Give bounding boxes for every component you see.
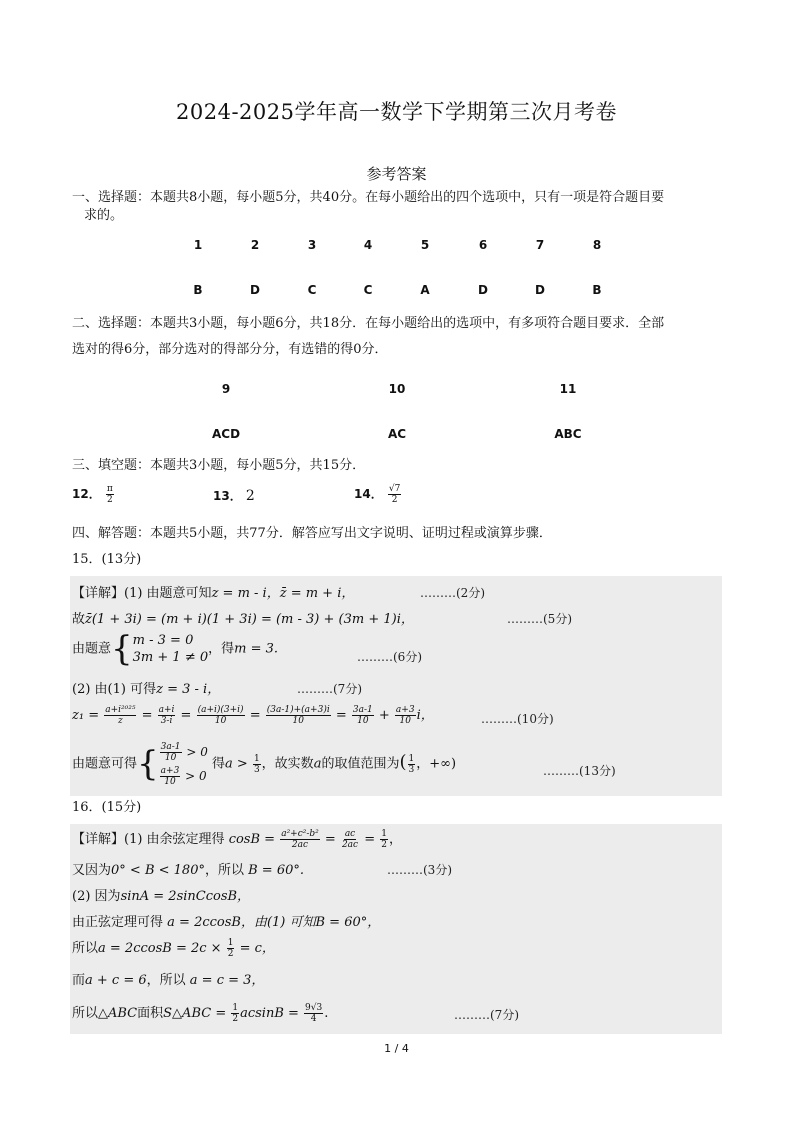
q15-l2-score: ………(5分) (507, 612, 572, 626)
answer-choice: B (592, 283, 602, 297)
answer-choice: C (363, 283, 373, 297)
section2-heading-line1: 二、选择题：本题共3小题，每小题6分，共18分．在每小题给出的选项中，有多项符合题目要求．全部 (72, 316, 665, 331)
frac-num: 1 (408, 753, 415, 764)
frac-den: 3 (253, 764, 260, 775)
answer-choice: ACD (211, 427, 241, 441)
q15-l6-prefix: 由题意可得 (72, 756, 138, 772)
frac-den: 10 (214, 716, 227, 726)
q15-line5: z₁ = $\frac{\text{a+i²⁰²⁵}}{z}$ = $\frac{a+i}{3-i}$ = $\frac{(a+i)(3+i)}{10}$ = $\frac{(3a-1)+(a+3)i}{10}$ = $\frac{3a-1}{10}$ + $\frac{a+3}{10}$ i， (72, 705, 434, 726)
q15-l2-prefix: 故 (72, 612, 86, 627)
q16-l1-text: 【详解】(1) 由余弦定理得 (72, 832, 225, 847)
q15-l6-cond2 (160, 766, 181, 787)
q16-l5-frac (227, 938, 235, 959)
q15-l5-score: ………(10分) (481, 712, 554, 726)
q15-l3-score: ………(6分) (357, 650, 422, 664)
q16-l1-frac3 (380, 829, 388, 850)
gt-zero: > 0 (186, 745, 208, 759)
question-number: 5 (420, 238, 430, 252)
frac-den: 2ac (341, 840, 359, 850)
q16-line1: 【详解】(1) 由余弦定理得 cosB = $\frac{\text{a²+c²-b²}}{2ac}$ = $\frac{ac}{2ac}$ = $\frac{1}{2}$ ， (72, 829, 403, 850)
q16-l3-math: sinA = 2sinCcosB， (120, 889, 251, 904)
q16-l6-text: 而 (72, 973, 86, 988)
q15-l5-frac4 (266, 705, 331, 726)
q12-label: 12． (72, 487, 101, 501)
frac-num: 1 (227, 938, 234, 948)
frac-num: (a+i)(3+i) (197, 705, 244, 715)
q15-l6-avar: a (313, 756, 322, 772)
q15-l6-range-close: ，+∞) (416, 756, 457, 772)
q16-l2-text: 又因为 (72, 863, 112, 878)
document-title: 2024-2025学年高一数学下学期第三次月考卷 (176, 100, 617, 124)
q16-line5 (72, 937, 275, 959)
q15-l6-cond1 (160, 742, 182, 763)
q13-label: 13． (213, 489, 242, 503)
q16-l4-math: a = 2ccosB，由(1) 可知 (167, 915, 316, 930)
frac-num: a²+c²-b² (281, 829, 319, 839)
left-brace-icon: { (137, 744, 159, 784)
q12-num: π (106, 484, 113, 494)
frac-num: a+i (158, 705, 175, 715)
q15-l1-math: z = m - i，z̄ = m + i， (211, 586, 355, 601)
fill-answer-13 (213, 487, 255, 504)
q15-l1-score: ………(2分) (420, 586, 485, 600)
q15-l3-result: m = 3. (234, 641, 279, 657)
q16-l4-math2: B = 60°， (315, 915, 381, 930)
q15-label: 15．(13分) (72, 552, 142, 567)
q16-l5-tail: = c， (239, 941, 275, 956)
q16-l7-tail: acsinB = (240, 1006, 299, 1021)
q16-l6-result: a = c = 3， (189, 973, 265, 988)
answer-choice: C (307, 283, 317, 297)
q15-l6-text2: 的取值范围为 (321, 756, 400, 772)
q16-l7-math: S△ABC = (163, 1006, 227, 1021)
answer-choice: D (250, 283, 260, 297)
question-number: 9 (221, 382, 231, 396)
q16-l2-result: B = 60°. (248, 863, 305, 878)
frac-den: 2 (232, 1014, 239, 1024)
q15-line1 (72, 582, 354, 601)
q16-l2-math: 0° < B < 180° (111, 863, 205, 878)
q15-l5-frac6 (395, 705, 416, 726)
answer-choice: ABC (554, 427, 582, 441)
answer-choice: A (420, 283, 430, 297)
frac-num: a+i²⁰²⁵ (105, 705, 136, 715)
frac-num: a+3 (395, 705, 415, 715)
q15-line6 (72, 740, 456, 788)
q16-solution-box (70, 824, 722, 1034)
q16-l2-score: ………(3分) (387, 863, 452, 877)
q15-line3 (72, 629, 279, 669)
fill-answer-12 (72, 484, 115, 505)
q15-l6-system (159, 740, 208, 788)
q14-fraction (388, 484, 401, 505)
q16-l4-text: 由正弦定理可得 (72, 915, 164, 930)
q16-l7-abc: ABC (108, 1006, 138, 1021)
q15-l6-third (253, 754, 261, 775)
answer-choice: B (193, 283, 203, 297)
question-number: 2 (250, 238, 260, 252)
frac-den: 2 (227, 949, 234, 959)
q15-l3-eq2: 3m + 1 ≠ 0 (132, 650, 209, 665)
answer-choice: D (478, 283, 488, 297)
frac-num: 3a-1 (352, 705, 373, 715)
q16-l1-frac1 (280, 829, 320, 850)
frac-den: 10 (292, 716, 304, 726)
q15-l6-text: ，故实数 (261, 756, 314, 772)
q15-l6-score: ………(13分) (543, 764, 616, 778)
fill-answer-14 (354, 484, 402, 505)
q12-fraction (106, 484, 114, 505)
q15-l6-range-low (408, 754, 416, 775)
q15-l5-frac5 (352, 705, 374, 726)
frac-num: 1 (253, 753, 260, 764)
q16-l5-text: 所以 (72, 941, 99, 956)
frac-den: 10 (399, 716, 411, 726)
q12-den: 2 (106, 495, 113, 505)
q15-l5-lhs: z₁ = (72, 708, 100, 723)
q15-l4-score: ………(7分) (297, 682, 362, 696)
frac-den: 10 (164, 777, 176, 787)
q15-line2 (72, 608, 414, 627)
frac-den: 3 (408, 764, 415, 775)
page-number: 1 / 4 (384, 1042, 409, 1055)
section3-heading: 三、填空题：本题共3小题，每小题5分，共15分． (72, 458, 366, 473)
open-paren: ( (399, 751, 407, 773)
q15-l3-system (133, 632, 208, 666)
q15-solution-box (70, 576, 722, 796)
frac-num: ac (344, 829, 356, 839)
frac-den: 3-i (160, 716, 173, 726)
q15-l6-a: a > (225, 756, 248, 772)
section2-heading-line2: 选对的得6分，部分选对的得部分分，有选错的得0分． (72, 342, 388, 357)
q16-l1-frac2 (341, 829, 359, 850)
q15-l3-prefix: 由题意 (72, 641, 112, 657)
question-number: 8 (592, 238, 602, 252)
q15-l4-text: (2) 由(1) 可得 (72, 682, 157, 697)
q15-l1-text: 【详解】(1) 由题意可知 (72, 586, 212, 601)
question-number: 11 (559, 382, 577, 396)
q15-l6-mid: 得 (212, 756, 226, 772)
q16-l6-mid: ，所以 (146, 973, 186, 988)
q16-line2 (72, 859, 304, 878)
question-number: 6 (478, 238, 488, 252)
q16-l7-text: 所以△ (72, 1006, 108, 1021)
frac-den: 4 (310, 1014, 317, 1024)
q16-line7: 所以△ABC面积S△ABC = $\frac{1}{2}$ acsinB = $\frac{9√3}{4}$ . (72, 1003, 329, 1024)
q14-num: √7 (388, 484, 401, 494)
section4-heading: 四、解答题：本题共5小题，共77分．解答应写出文字说明、证明过程或演算步骤． (72, 526, 552, 541)
q15-l5-frac1 (104, 705, 136, 726)
q16-l7-frac2 (304, 1003, 323, 1024)
q16-l6-math: a + c = 6 (85, 973, 147, 988)
question-number: 10 (388, 382, 406, 396)
q16-line3 (72, 885, 250, 904)
frac-num: (3a-1)+(a+3)i (266, 705, 330, 715)
q15-l4-math: z = 3 - i， (156, 682, 221, 697)
frac-num: 9√3 (305, 1003, 323, 1013)
gt-zero: > 0 (185, 769, 207, 783)
q15-l5-frac2 (158, 705, 176, 726)
q15-l5-frac3 (197, 705, 245, 726)
frac-num: a+3 (160, 766, 180, 776)
answer-choice: D (535, 283, 545, 297)
left-brace-icon: { (111, 629, 133, 669)
frac-num: 1 (232, 1003, 239, 1013)
frac-num: 3a-1 (160, 742, 181, 752)
section1-heading-line2: 求的。 (84, 208, 124, 223)
q15-l2-math: z̄(1 + 3i) = (m + i)(1 + 3i) = (m - 3) + (3m + 1)i， (85, 612, 414, 627)
q14-den: 2 (391, 495, 398, 505)
q15-line4 (72, 678, 220, 697)
frac-den: 10 (164, 753, 177, 763)
q13-value: 2 (245, 488, 255, 504)
question-number: 7 (535, 238, 545, 252)
answer-choice: AC (387, 427, 407, 441)
q16-l2-mid: ，所以 (204, 863, 244, 878)
question-number: 3 (307, 238, 317, 252)
frac-den: 2ac (291, 840, 309, 850)
q15-l5-tail: i， (416, 708, 434, 723)
section1-heading-line1: 一、选择题：本题共8小题，每小题5分，共40分。在每小题给出的四个选项中，只有一项是符合题目要 (72, 190, 665, 205)
q16-l5-math: a = 2ccosB = 2c × (98, 941, 222, 956)
frac-den: z (117, 716, 123, 726)
question-number: 4 (363, 238, 373, 252)
question-number: 1 (193, 238, 203, 252)
q16-l7-mid: 面积 (137, 1006, 164, 1021)
q15-l3-suffix: ，得 (208, 641, 235, 657)
q16-label: 16．(15分) (72, 800, 142, 815)
q16-l7-score: ………(7分) (454, 1008, 519, 1022)
q16-l3-text: (2) 因为 (72, 889, 121, 904)
frac-den: 2 (381, 840, 387, 850)
frac-num: 1 (381, 829, 387, 839)
q16-line4 (72, 911, 380, 930)
q14-label: 14． (354, 487, 383, 501)
q16-line6 (72, 969, 264, 988)
q16-l1-math: cosB = (228, 832, 276, 847)
q16-l7-frac1 (231, 1003, 239, 1024)
document-subtitle: 参考答案 (366, 165, 427, 183)
frac-den: 10 (357, 716, 369, 726)
q15-l3-eq1: m - 3 = 0 (132, 633, 194, 648)
